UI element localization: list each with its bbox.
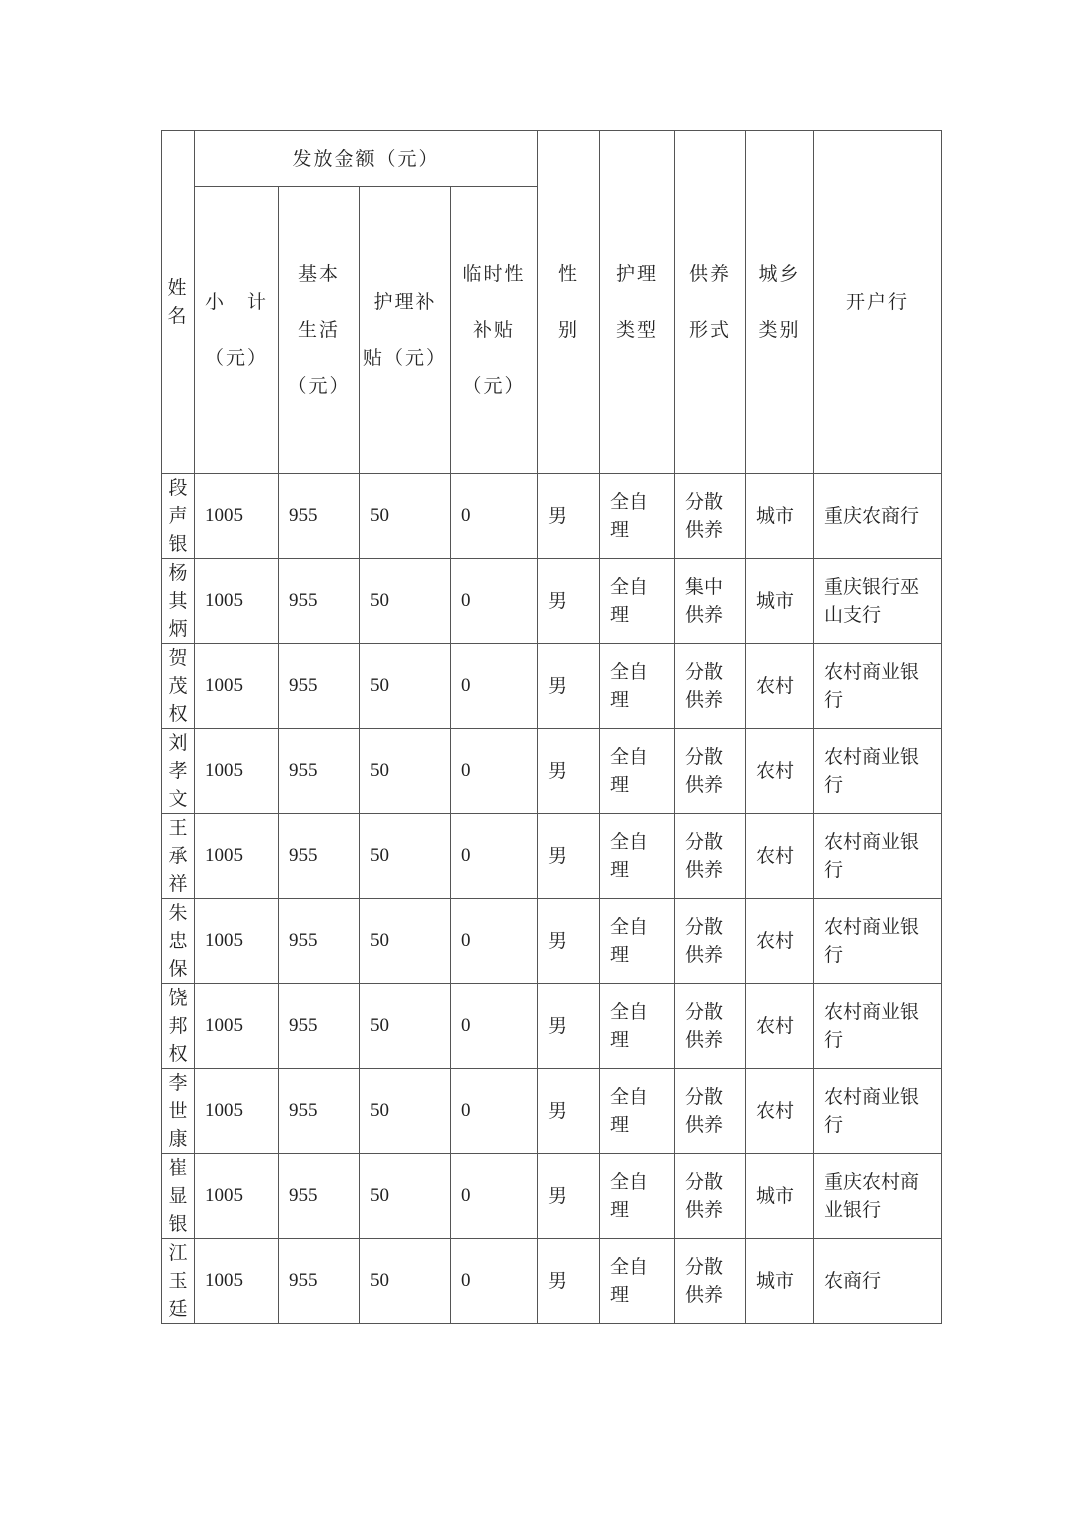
temporary-subsidy-cell: 0 (451, 474, 538, 559)
name-cell: 李世康 (162, 1069, 195, 1154)
nursing-subsidy-cell: 50 (360, 814, 451, 899)
nursing-subsidy-cell: 50 (360, 984, 451, 1069)
table-row (162, 559, 942, 644)
subtotal-cell: 1005 (195, 1069, 279, 1154)
table-row (162, 1069, 942, 1154)
header-nursing-subsidy: 护理补 贴（元） (360, 187, 451, 474)
subtotal-cell: 1005 (195, 899, 279, 984)
subtotal-cell: 1005 (195, 814, 279, 899)
basic-living-cell: 955 (279, 984, 360, 1069)
bank-cell: 农商行 (814, 1239, 942, 1324)
subtotal-cell: 1005 (195, 984, 279, 1069)
basic-living-cell: 955 (279, 814, 360, 899)
temporary-subsidy-cell: 0 (451, 729, 538, 814)
name-cell: 朱忠保 (162, 899, 195, 984)
temporary-subsidy-cell: 0 (451, 814, 538, 899)
urban-rural-cell: 农村 (746, 644, 814, 729)
temporary-subsidy-cell: 0 (451, 984, 538, 1069)
support-form-cell: 分散 供养 (675, 729, 746, 814)
urban-rural-cell: 城市 (746, 1154, 814, 1239)
gender-cell: 男 (538, 899, 600, 984)
subtotal-cell: 1005 (195, 1239, 279, 1324)
urban-rural-cell: 城市 (746, 559, 814, 644)
header-urban-rural: 城乡 类别 (746, 131, 814, 474)
table-row (162, 1154, 942, 1239)
care-type-cell: 全自 理 (600, 644, 675, 729)
nursing-subsidy-cell: 50 (360, 729, 451, 814)
urban-rural-cell: 农村 (746, 814, 814, 899)
gender-cell: 男 (538, 1239, 600, 1324)
basic-living-cell: 955 (279, 1239, 360, 1324)
support-form-cell: 分散 供养 (675, 644, 746, 729)
basic-living-cell: 955 (279, 644, 360, 729)
gender-cell: 男 (538, 814, 600, 899)
gender-cell: 男 (538, 1154, 600, 1239)
temporary-subsidy-cell: 0 (451, 559, 538, 644)
care-type-cell: 全自 理 (600, 899, 675, 984)
table-row (162, 1239, 942, 1324)
nursing-subsidy-cell: 50 (360, 1154, 451, 1239)
basic-living-cell: 955 (279, 729, 360, 814)
temporary-subsidy-cell: 0 (451, 1239, 538, 1324)
nursing-subsidy-cell: 50 (360, 474, 451, 559)
nursing-subsidy-cell: 50 (360, 1239, 451, 1324)
table-row (162, 474, 942, 559)
nursing-subsidy-cell: 50 (360, 1069, 451, 1154)
support-form-cell: 分散 供养 (675, 1239, 746, 1324)
urban-rural-cell: 城市 (746, 1239, 814, 1324)
gender-cell: 男 (538, 474, 600, 559)
name-cell: 王承祥 (162, 814, 195, 899)
header-bank: 开户行 (814, 131, 942, 474)
header-subtotal: 小 计 （元） (195, 187, 279, 474)
care-type-cell: 全自 理 (600, 559, 675, 644)
name-cell: 段声银 (162, 474, 195, 559)
subtotal-cell: 1005 (195, 474, 279, 559)
name-cell: 江玉廷 (162, 1239, 195, 1324)
urban-rural-cell: 农村 (746, 1069, 814, 1154)
bank-cell: 农村商业银 行 (814, 644, 942, 729)
bank-cell: 农村商业银 行 (814, 1069, 942, 1154)
allowance-table (161, 130, 942, 1324)
support-form-cell: 集中 供养 (675, 559, 746, 644)
gender-cell: 男 (538, 559, 600, 644)
bank-cell: 重庆银行巫 山支行 (814, 559, 942, 644)
gender-cell: 男 (538, 644, 600, 729)
urban-rural-cell: 农村 (746, 984, 814, 1069)
name-cell: 崔显银 (162, 1154, 195, 1239)
support-form-cell: 分散 供养 (675, 1154, 746, 1239)
bank-cell: 农村商业银 行 (814, 984, 942, 1069)
subtotal-cell: 1005 (195, 1154, 279, 1239)
table-row (162, 899, 942, 984)
care-type-cell: 全自 理 (600, 984, 675, 1069)
table-row (162, 729, 942, 814)
care-type-cell: 全自 理 (600, 474, 675, 559)
support-form-cell: 分散 供养 (675, 899, 746, 984)
subtotal-cell: 1005 (195, 644, 279, 729)
header-basic-living: 基本 生活 （元） (279, 187, 360, 474)
header-temporary-subsidy: 临时性 补贴 （元） (451, 187, 538, 474)
bank-cell: 农村商业银 行 (814, 814, 942, 899)
name-cell: 饶邦权 (162, 984, 195, 1069)
support-form-cell: 分散 供养 (675, 1069, 746, 1154)
care-type-cell: 全自 理 (600, 814, 675, 899)
temporary-subsidy-cell: 0 (451, 899, 538, 984)
gender-cell: 男 (538, 729, 600, 814)
bank-cell: 重庆农商行 (814, 474, 942, 559)
basic-living-cell: 955 (279, 474, 360, 559)
care-type-cell: 全自 理 (600, 1154, 675, 1239)
name-cell: 杨其炳 (162, 559, 195, 644)
care-type-cell: 全自 理 (600, 729, 675, 814)
table-row (162, 984, 942, 1069)
bank-cell: 农村商业银 行 (814, 729, 942, 814)
gender-cell: 男 (538, 1069, 600, 1154)
basic-living-cell: 955 (279, 559, 360, 644)
bank-cell: 重庆农村商 业银行 (814, 1154, 942, 1239)
temporary-subsidy-cell: 0 (451, 644, 538, 729)
bank-cell: 农村商业银 行 (814, 899, 942, 984)
header-support-form: 供养 形式 (675, 131, 746, 474)
care-type-cell: 全自 理 (600, 1239, 675, 1324)
support-form-cell: 分散 供养 (675, 984, 746, 1069)
header-gender: 性 别 (538, 131, 600, 474)
nursing-subsidy-cell: 50 (360, 644, 451, 729)
temporary-subsidy-cell: 0 (451, 1069, 538, 1154)
support-form-cell: 分散 供养 (675, 474, 746, 559)
urban-rural-cell: 农村 (746, 729, 814, 814)
basic-living-cell: 955 (279, 1069, 360, 1154)
name-cell: 贺茂权 (162, 644, 195, 729)
header-amount-group: 发放金额（元） (195, 131, 538, 187)
gender-cell: 男 (538, 984, 600, 1069)
subtotal-cell: 1005 (195, 559, 279, 644)
table-row (162, 644, 942, 729)
header-name: 姓名 (162, 131, 195, 474)
urban-rural-cell: 城市 (746, 474, 814, 559)
subtotal-cell: 1005 (195, 729, 279, 814)
support-form-cell: 分散 供养 (675, 814, 746, 899)
nursing-subsidy-cell: 50 (360, 559, 451, 644)
name-cell: 刘孝文 (162, 729, 195, 814)
nursing-subsidy-cell: 50 (360, 899, 451, 984)
basic-living-cell: 955 (279, 1154, 360, 1239)
table-row (162, 814, 942, 899)
temporary-subsidy-cell: 0 (451, 1154, 538, 1239)
basic-living-cell: 955 (279, 899, 360, 984)
header-care-type: 护理 类型 (600, 131, 675, 474)
urban-rural-cell: 农村 (746, 899, 814, 984)
care-type-cell: 全自 理 (600, 1069, 675, 1154)
